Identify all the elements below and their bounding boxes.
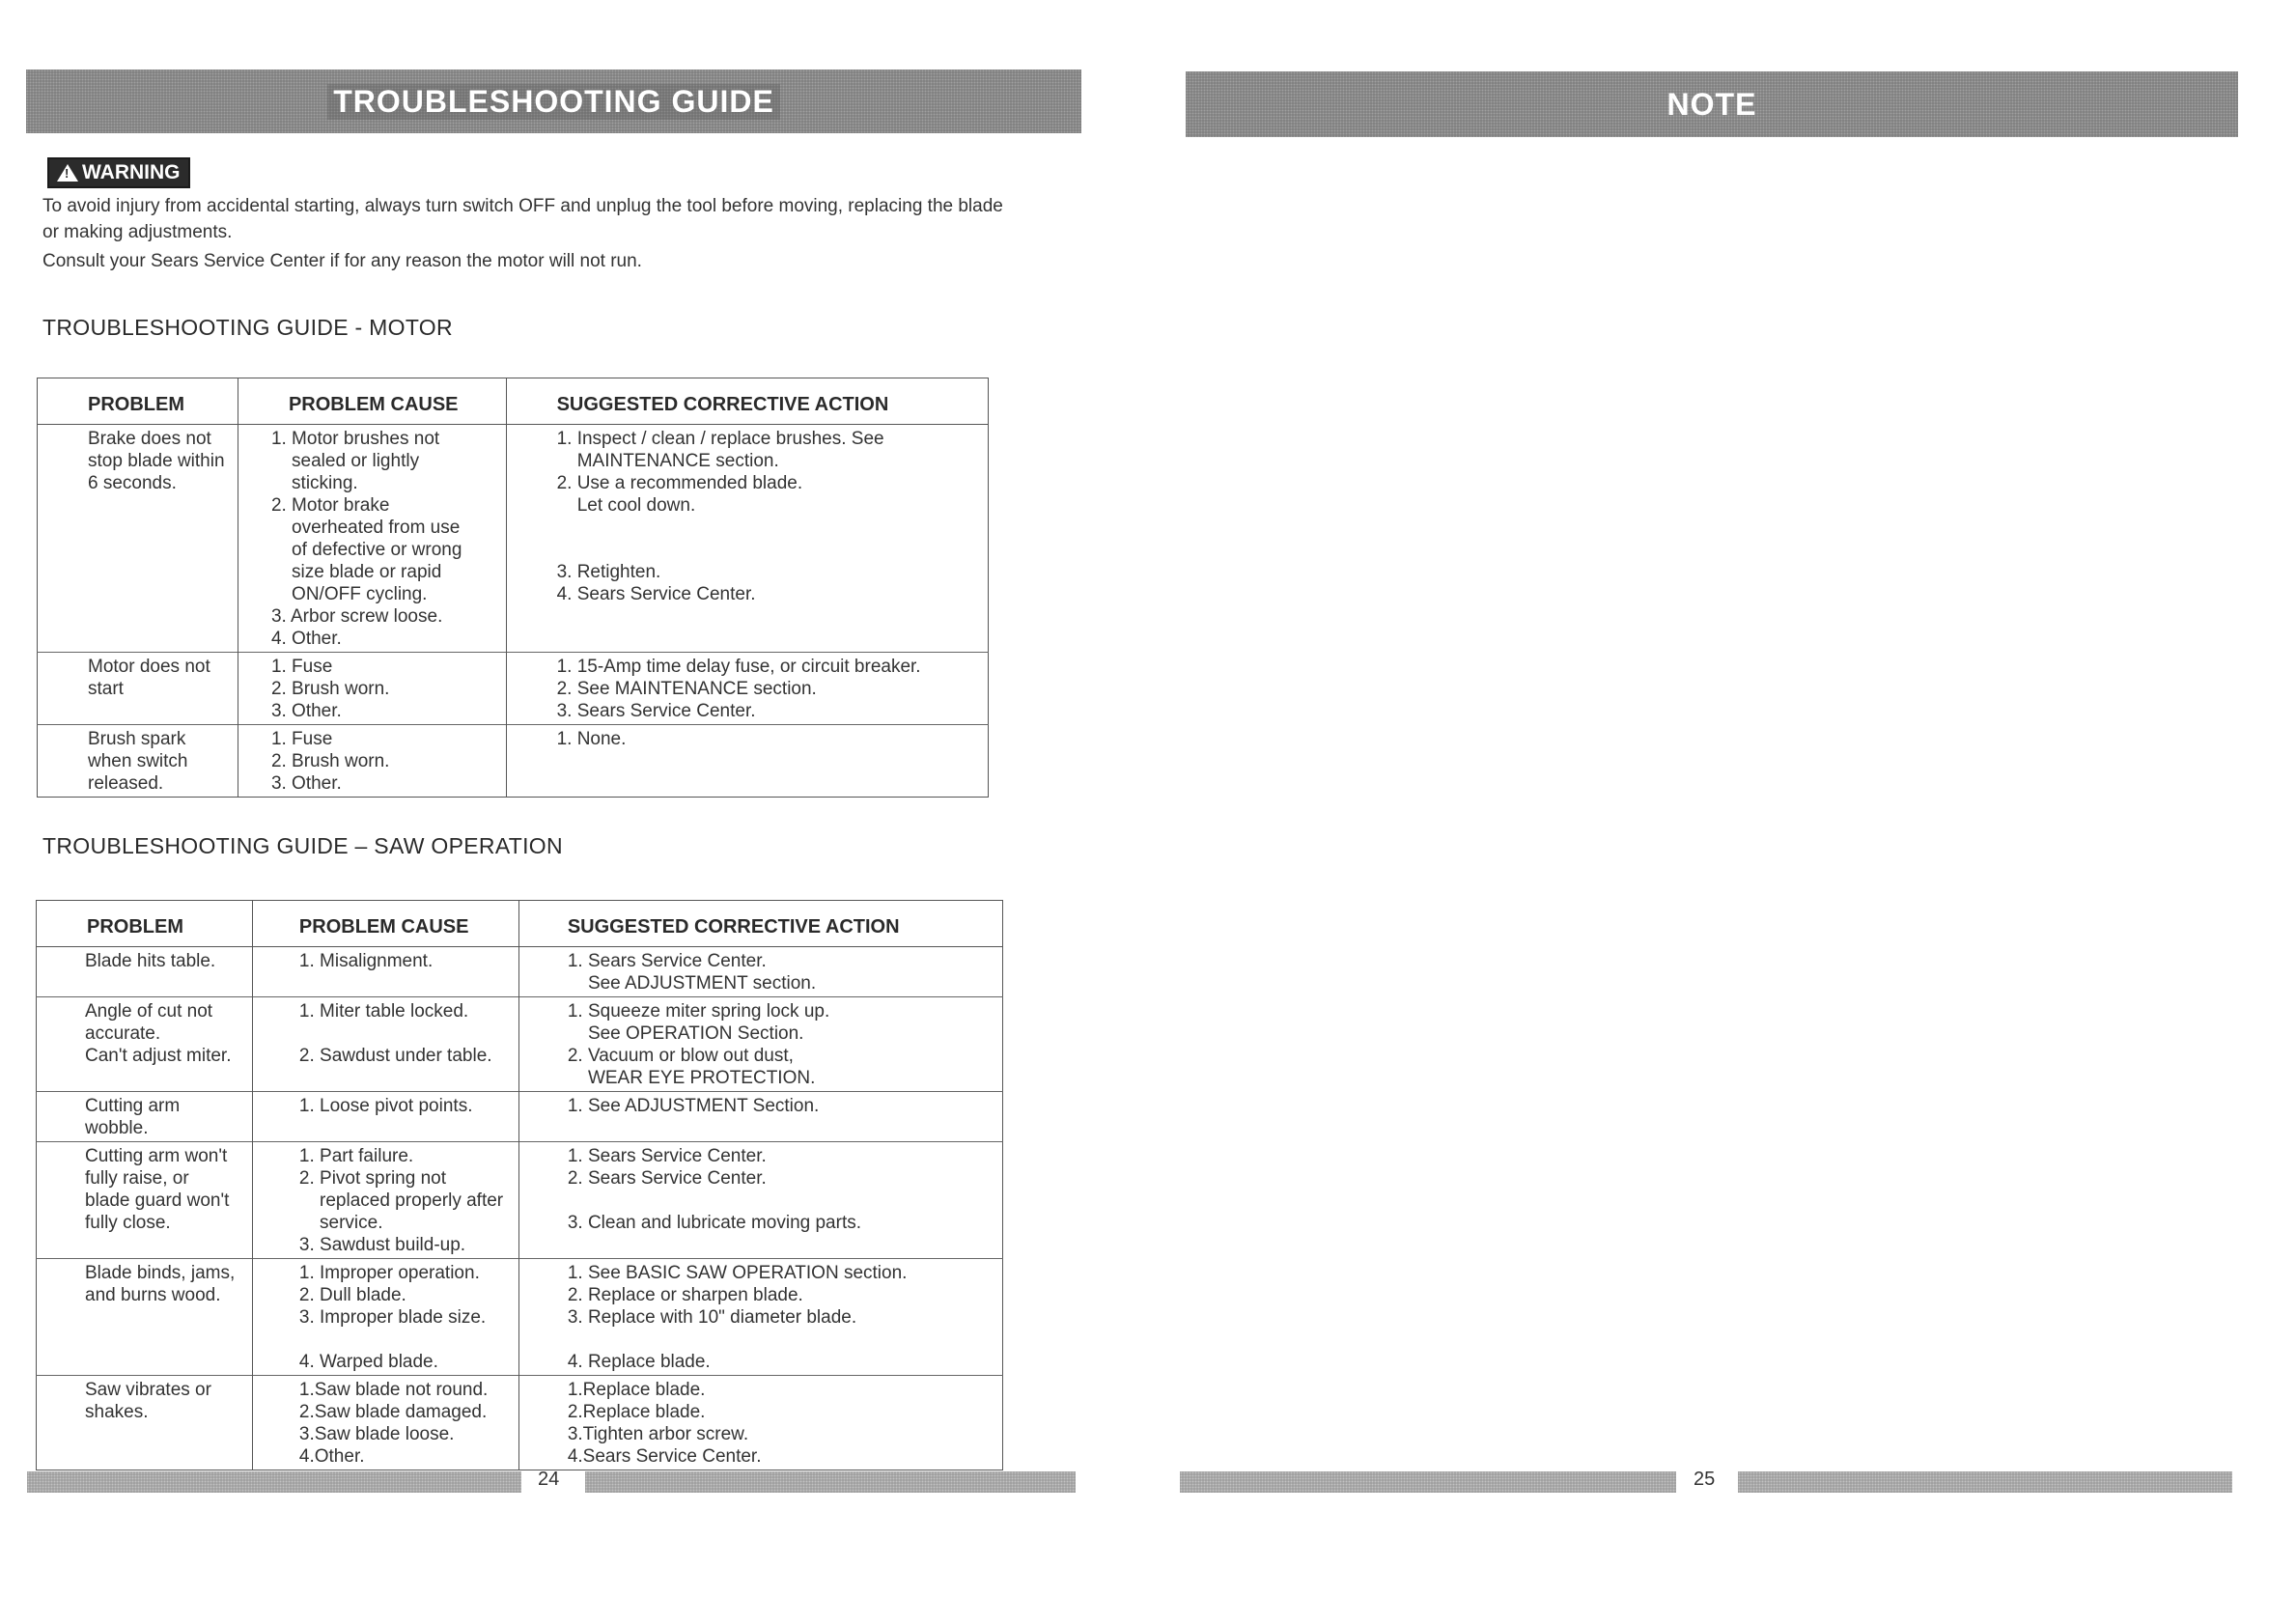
problem-line: shakes. — [85, 1402, 149, 1422]
cause-line: 2. Sawdust under table. — [298, 1046, 492, 1066]
warning-text-line: To avoid injury from accidental starting, always turn switch OFF and unplug the tool before moving, replacing the blade — [42, 196, 1003, 216]
cell-action — [518, 997, 1002, 1092]
action-line: 1. Sears Service Center. — [567, 951, 767, 971]
troubleshooting-banner — [26, 70, 1081, 133]
cause-line: sealed or lightly — [270, 451, 420, 471]
warning-label: WARNING — [82, 161, 181, 183]
cause-line: 2. Dull blade. — [298, 1285, 406, 1305]
table-row — [37, 1259, 1003, 1376]
table-row — [38, 653, 989, 725]
cell-action — [506, 425, 988, 653]
cause-line: 1. Loose pivot points. — [298, 1096, 473, 1116]
cause-line: ON/OFF cycling. — [270, 584, 428, 604]
problem-line: Cutting arm won't — [85, 1146, 228, 1166]
action-line: 2. Sears Service Center. — [567, 1168, 767, 1189]
cell-problem — [38, 725, 238, 798]
cell-cause — [238, 425, 506, 653]
action-line: 1. Sears Service Center. — [567, 1146, 767, 1166]
cause-line: 3.Saw blade loose. — [298, 1424, 455, 1444]
column-header-action: SUGGESTED CORRECTIVE ACTION — [518, 901, 1002, 947]
cause-line: 2. Motor brake — [270, 495, 390, 516]
action-line — [568, 1329, 994, 1351]
problem-line: 6 seconds. — [88, 473, 177, 493]
action-line: 3. Retighten. — [556, 562, 661, 582]
action-line: 1. See ADJUSTMENT Section. — [567, 1096, 820, 1116]
page-number-left: 24 — [538, 1469, 560, 1490]
cause-line: 2. Brush worn. — [270, 679, 390, 699]
warning-badge — [47, 157, 190, 188]
action-line — [568, 1190, 994, 1212]
cause-line: 4.Other. — [298, 1446, 365, 1467]
cell-action — [506, 725, 988, 798]
column-header-cause: PROBLEM CAUSE — [252, 901, 518, 947]
motor-section-title: TROUBLESHOOTING GUIDE - MOTOR — [42, 315, 453, 340]
cause-line: size blade or rapid — [270, 562, 442, 582]
cause-line: 3. Sawdust build-up. — [298, 1235, 466, 1255]
cell-problem — [37, 1142, 253, 1259]
cause-line: service. — [298, 1213, 383, 1233]
action-line: MAINTENANCE section. — [556, 451, 779, 471]
action-line: 1.Replace blade. — [567, 1380, 706, 1400]
cause-line: 1. Motor brushes not — [270, 429, 440, 449]
action-line: 3. Clean and lubricate moving parts. — [567, 1213, 861, 1233]
table-row — [38, 425, 989, 653]
table-row — [37, 997, 1003, 1092]
action-line: 3. Sears Service Center. — [556, 701, 756, 721]
table-row — [37, 1376, 1003, 1470]
action-line — [557, 539, 980, 561]
footer-bar-left-a — [27, 1471, 521, 1493]
cause-line: 1. Part failure. — [298, 1146, 414, 1166]
cell-action — [518, 1142, 1002, 1259]
problem-line: Cutting arm — [85, 1096, 181, 1116]
cause-line: sticking. — [270, 473, 358, 493]
cause-line: 4. Warped blade. — [298, 1352, 438, 1372]
action-line: 1. None. — [556, 729, 627, 749]
table-row — [38, 725, 989, 798]
cause-line: 4. Other. — [270, 629, 342, 649]
problem-line: Brush spark — [88, 729, 186, 749]
action-line: 1. Squeeze miter spring lock up. — [567, 1001, 830, 1022]
table-header-row — [37, 901, 1003, 947]
note-banner — [1186, 71, 2238, 137]
action-line: WEAR EYE PROTECTION. — [567, 1068, 816, 1088]
problem-line: and burns wood. — [85, 1285, 221, 1305]
cell-problem — [37, 1376, 253, 1470]
cause-line: 1. Miter table locked. — [298, 1001, 469, 1022]
cell-cause — [252, 1259, 518, 1376]
cause-line: 3. Other. — [270, 701, 342, 721]
action-line: See ADJUSTMENT section. — [567, 973, 817, 994]
cause-line: 3. Other. — [270, 773, 342, 794]
cause-line: replaced properly after — [298, 1190, 504, 1211]
action-line — [557, 517, 980, 539]
cell-problem — [37, 1259, 253, 1376]
problem-line: released. — [88, 773, 164, 794]
footer-bar-left-b — [585, 1471, 1076, 1493]
cause-line: 3. Arbor screw loose. — [270, 606, 443, 627]
action-line: 2.Replace blade. — [567, 1402, 706, 1422]
cause-line: overheated from use — [270, 518, 461, 538]
column-header-cause: PROBLEM CAUSE — [238, 378, 506, 425]
cause-line: 1. Misalignment. — [298, 951, 434, 971]
action-line: 2. Replace or sharpen blade. — [567, 1285, 803, 1305]
motor-table-body — [38, 425, 989, 798]
cause-line — [299, 1022, 511, 1045]
problem-line: Angle of cut not — [85, 1001, 213, 1022]
action-line: 2. Vacuum or blow out dust, — [567, 1046, 794, 1066]
cell-action — [506, 653, 988, 725]
problem-line: start — [88, 679, 124, 699]
cause-line: 2. Brush worn. — [270, 751, 390, 771]
saw-section-title: TROUBLESHOOTING GUIDE – SAW OPERATION — [42, 833, 563, 858]
action-line: 1. 15-Amp time delay fuse, or circuit breaker. — [556, 657, 921, 677]
action-line: 2. See MAINTENANCE section. — [556, 679, 817, 699]
cell-cause — [252, 997, 518, 1092]
cell-cause — [252, 947, 518, 997]
cell-cause — [238, 725, 506, 798]
table-row — [37, 947, 1003, 997]
action-line: 4. Replace blade. — [567, 1352, 711, 1372]
column-header-problem: PROBLEM — [37, 901, 253, 947]
problem-line: fully raise, or — [85, 1168, 189, 1189]
cell-problem — [37, 1092, 253, 1142]
action-line: 1. See BASIC SAW OPERATION section. — [567, 1263, 908, 1283]
problem-line: Blade binds, jams, — [85, 1263, 236, 1283]
problem-line: Brake does not — [88, 429, 211, 449]
column-header-problem: PROBLEM — [38, 378, 238, 425]
cell-problem — [37, 997, 253, 1092]
problem-line: stop blade within — [88, 451, 225, 471]
table-row — [37, 1092, 1003, 1142]
warning-text — [42, 193, 1085, 245]
problem-line: accurate. — [85, 1023, 161, 1044]
action-line: Let cool down. — [556, 495, 696, 516]
cell-problem — [37, 947, 253, 997]
action-line: 4. Sears Service Center. — [556, 584, 756, 604]
cell-action — [518, 947, 1002, 997]
warning-triangle-icon — [57, 164, 78, 182]
cell-cause — [238, 653, 506, 725]
cause-line: 1. Improper operation. — [298, 1263, 480, 1283]
action-line: 2. Use a recommended blade. — [556, 473, 803, 493]
cell-problem — [38, 425, 238, 653]
cell-cause — [252, 1092, 518, 1142]
cell-action — [518, 1259, 1002, 1376]
cause-line: 3. Improper blade size. — [298, 1307, 487, 1328]
footer-bar-right-b — [1738, 1471, 2232, 1493]
consult-text: Consult your Sears Service Center if for any reason the motor will not run. — [42, 251, 642, 271]
page-title: TROUBLESHOOTING GUIDE — [327, 84, 780, 120]
cell-action — [518, 1092, 1002, 1142]
action-line: 4.Sears Service Center. — [567, 1446, 762, 1467]
cell-cause — [252, 1376, 518, 1470]
action-line: 1. Inspect / clean / replace brushes. See — [556, 429, 884, 449]
motor-troubleshooting-table — [37, 378, 989, 798]
action-line: 3. Replace with 10" diameter blade. — [567, 1307, 857, 1328]
saw-table-body — [37, 947, 1003, 1470]
footer-bar-right-a — [1180, 1471, 1676, 1493]
cause-line: 2. Pivot spring not — [298, 1168, 446, 1189]
problem-line: Saw vibrates or — [85, 1380, 211, 1400]
page-number-right: 25 — [1694, 1469, 1716, 1490]
table-row — [37, 1142, 1003, 1259]
cause-line: 1.Saw blade not round. — [298, 1380, 489, 1400]
problem-line: Blade hits table. — [85, 951, 216, 971]
problem-line: when switch — [88, 751, 188, 771]
cause-line — [299, 1329, 511, 1351]
warning-text-line: or making adjustments. — [42, 222, 233, 242]
problem-line: blade guard won't — [85, 1190, 230, 1211]
problem-line: fully close. — [85, 1213, 171, 1233]
saw-troubleshooting-table — [36, 900, 1003, 1470]
problem-line: Can't adjust miter. — [85, 1046, 232, 1066]
action-line: See OPERATION Section. — [567, 1023, 804, 1044]
problem-line: wobble. — [85, 1118, 149, 1138]
cause-line: of defective or wrong — [270, 540, 462, 560]
table-header-row — [38, 378, 989, 425]
cause-line: 1. Fuse — [270, 657, 333, 677]
cause-line: 2.Saw blade damaged. — [298, 1402, 488, 1422]
action-line: 3.Tighten arbor screw. — [567, 1424, 749, 1444]
column-header-action: SUGGESTED CORRECTIVE ACTION — [506, 378, 988, 425]
note-title: NOTE — [1666, 86, 1757, 122]
cause-line: 1. Fuse — [270, 729, 333, 749]
cell-cause — [252, 1142, 518, 1259]
cell-action — [518, 1376, 1002, 1470]
problem-line: Motor does not — [88, 657, 210, 677]
cell-problem — [38, 653, 238, 725]
